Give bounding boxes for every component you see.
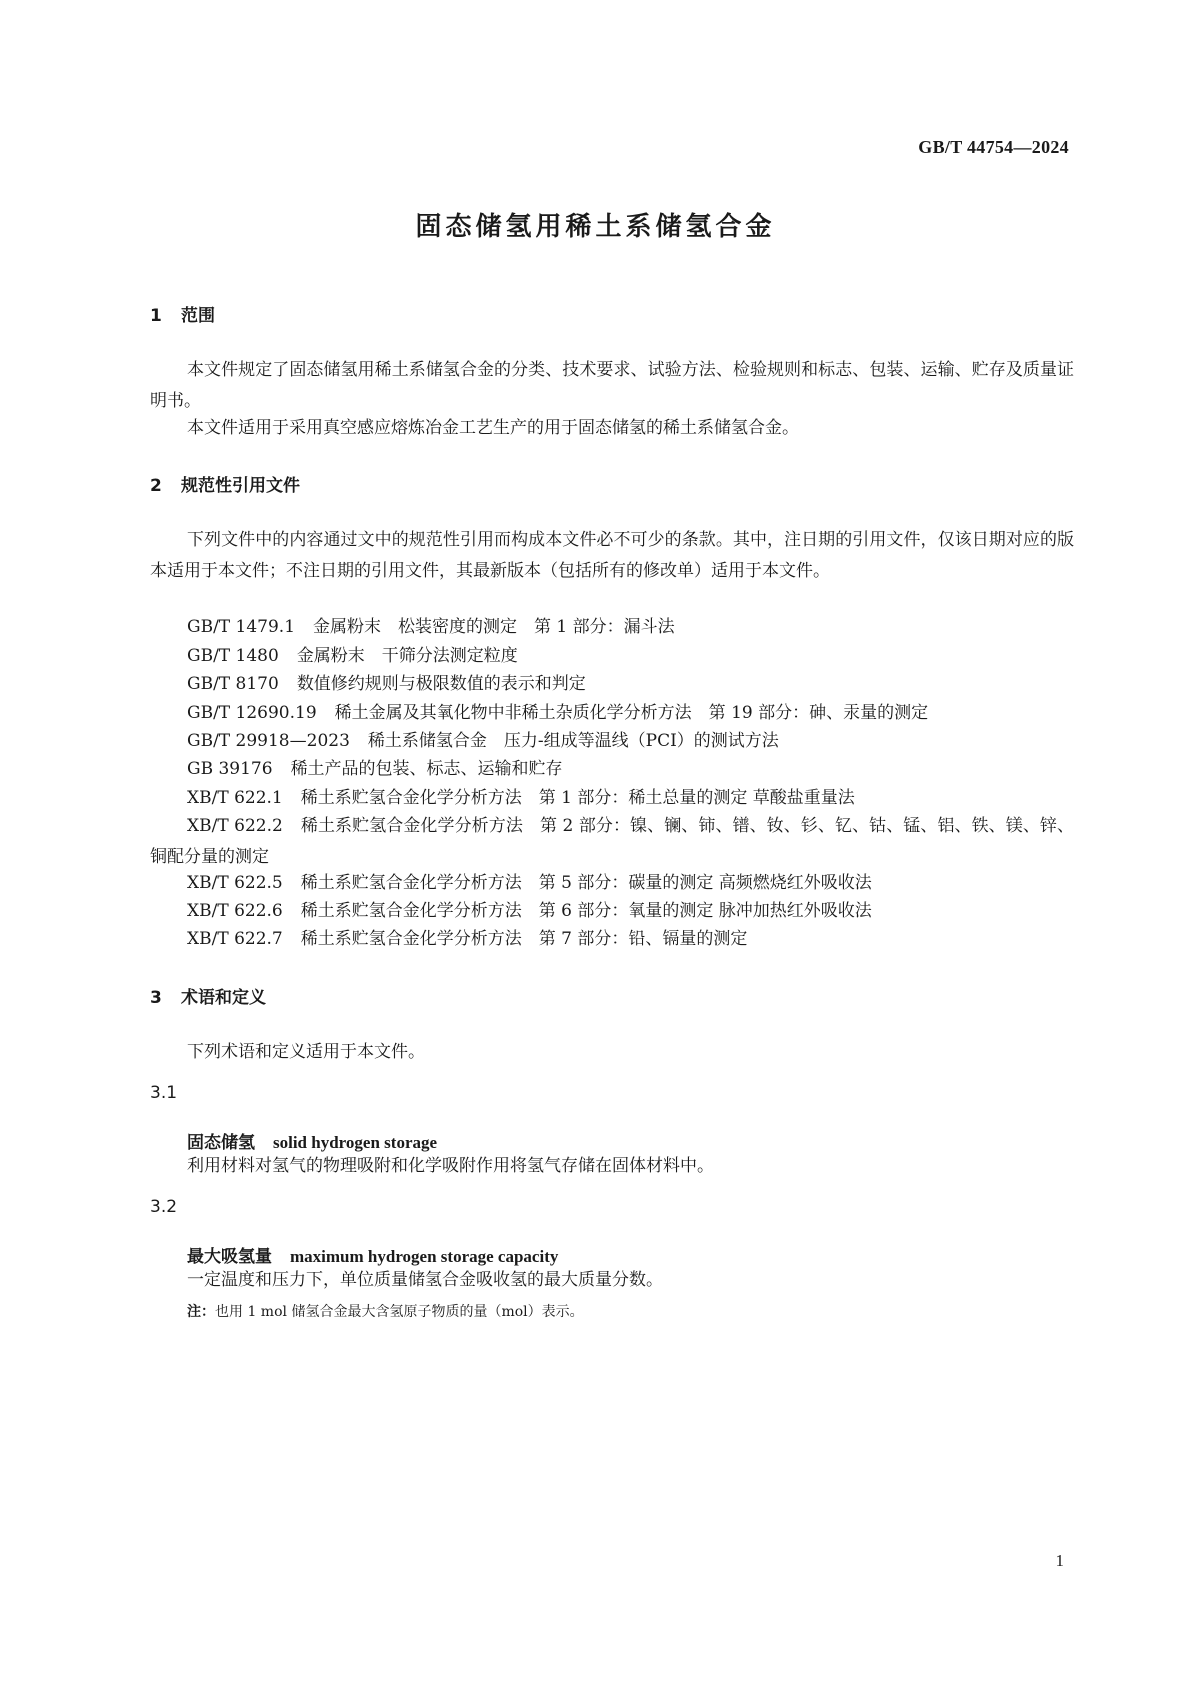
reference-item bbox=[187, 924, 747, 955]
terms-intro: 下列术语和定义适用于本文件。 bbox=[187, 1042, 425, 1062]
term-heading bbox=[187, 1242, 558, 1267]
reference-title: 金属粉末 干筛分法测定粒度 bbox=[296, 646, 518, 666]
reference-title: 稀土系贮氢合金化学分析方法 第 1 部分：稀土总量的测定 草酸盐重量法 bbox=[300, 788, 855, 808]
clause-number: 3.1 bbox=[150, 1083, 178, 1103]
reference-title: 稀土系储氢合金 压力-组成等温线（PCI）的测试方法 bbox=[367, 731, 779, 751]
section-2-heading bbox=[150, 471, 300, 496]
reference-item bbox=[187, 783, 855, 814]
section-title: 术语和定义 bbox=[181, 988, 266, 1008]
reference-item bbox=[187, 698, 928, 729]
reference-title: 稀土系贮氢合金化学分析方法 第 6 部分：氧量的测定 脉冲加热红外吸收法 bbox=[300, 901, 872, 921]
reference-code: GB/T 1480 bbox=[187, 646, 279, 666]
page-number: 1 bbox=[1055, 1551, 1064, 1570]
reference-title: 稀土产品的包装、标志、运输和贮存 bbox=[290, 759, 563, 779]
term-chinese: 固态储氢 bbox=[187, 1133, 255, 1153]
section-number: 3 bbox=[150, 988, 162, 1008]
reference-item bbox=[150, 811, 1074, 872]
references-intro: 下列文件中的内容通过文中的规范性引用而构成本文件必不可少的条款。其中，注日期的引用文件，仅该日期对应的版本适用于本文件；不注日期的引用文件，其最新版本（包括所有的修改单）适用于本文件。 bbox=[150, 530, 1074, 581]
reference-title: 金属粉末 松装密度的测定 第 1 部分：漏斗法 bbox=[313, 617, 675, 637]
reference-item bbox=[187, 896, 872, 927]
section-title: 范围 bbox=[181, 306, 215, 326]
reference-item bbox=[187, 612, 675, 643]
scope-paragraph-1: 本文件规定了固态储氢用稀土系储氢合金的分类、技术要求、试验方法、检验规则和标志、包装、运输、贮存及质量证明书。 bbox=[150, 360, 1074, 411]
reference-code: XB/T 622.1 bbox=[187, 788, 283, 808]
standard-code: GB/T 44754—2024 bbox=[918, 137, 1069, 157]
scope-paragraph-2: 本文件适用于采用真空感应熔炼冶金工艺生产的用于固态储氢的稀土系储氢合金。 bbox=[187, 418, 799, 438]
reference-code: XB/T 622.6 bbox=[187, 901, 283, 921]
section-3-heading bbox=[150, 983, 266, 1008]
reference-title: 稀土系贮氢合金化学分析方法 第 5 部分：碳量的测定 高频燃烧红外吸收法 bbox=[300, 873, 872, 893]
term-chinese: 最大吸氢量 bbox=[187, 1247, 272, 1267]
term-definition: 一定温度和压力下，单位质量储氢合金吸收氢的最大质量分数。 bbox=[187, 1270, 663, 1290]
term-english: solid hydrogen storage bbox=[273, 1133, 438, 1152]
reference-code: XB/T 622.7 bbox=[187, 929, 283, 949]
reference-code: GB 39176 bbox=[187, 759, 273, 779]
reference-title: 稀土金属及其氧化物中非稀土杂质化学分析方法 第 19 部分：砷、汞量的测定 bbox=[334, 703, 929, 723]
reference-title: 稀土系贮氢合金化学分析方法 第 2 部分：镍、镧、铈、镨、钕、钐、钇、钴、锰、铝、铁、镁、锌、铜配分量的测定 bbox=[150, 816, 1074, 867]
term-note bbox=[187, 1301, 584, 1321]
reference-code: XB/T 622.5 bbox=[187, 873, 283, 893]
section-number: 1 bbox=[150, 306, 162, 326]
term-english: maximum hydrogen storage capacity bbox=[290, 1247, 559, 1266]
reference-title: 数值修约规则与极限数值的表示和判定 bbox=[296, 674, 586, 694]
section-number: 2 bbox=[150, 476, 162, 496]
reference-code: XB/T 622.2 bbox=[187, 816, 283, 836]
note-text: 也用 1 mol 储氢合金最大含氢原子物质的量（mol）表示。 bbox=[215, 1304, 584, 1320]
clause-number: 3.2 bbox=[150, 1197, 178, 1217]
reference-item bbox=[187, 754, 563, 785]
reference-code: GB/T 8170 bbox=[187, 674, 279, 694]
reference-item bbox=[187, 726, 779, 757]
term-heading bbox=[187, 1128, 437, 1153]
note-label: 注： bbox=[187, 1304, 215, 1320]
reference-code: GB/T 12690.19 bbox=[187, 703, 317, 723]
reference-code: GB/T 1479.1 bbox=[187, 617, 296, 637]
document-title: 固态储氢用稀土系储氢合金 bbox=[415, 212, 776, 242]
term-definition: 利用材料对氢气的物理吸附和化学吸附作用将氢气存储在固体材料中。 bbox=[187, 1156, 714, 1176]
section-1-heading bbox=[150, 301, 215, 326]
reference-item bbox=[187, 641, 518, 672]
section-title: 规范性引用文件 bbox=[181, 476, 300, 496]
reference-title: 稀土系贮氢合金化学分析方法 第 7 部分：铅、镉量的测定 bbox=[300, 929, 748, 949]
reference-item bbox=[187, 868, 872, 899]
reference-code: GB/T 29918—2023 bbox=[187, 731, 350, 751]
reference-item bbox=[187, 669, 586, 700]
